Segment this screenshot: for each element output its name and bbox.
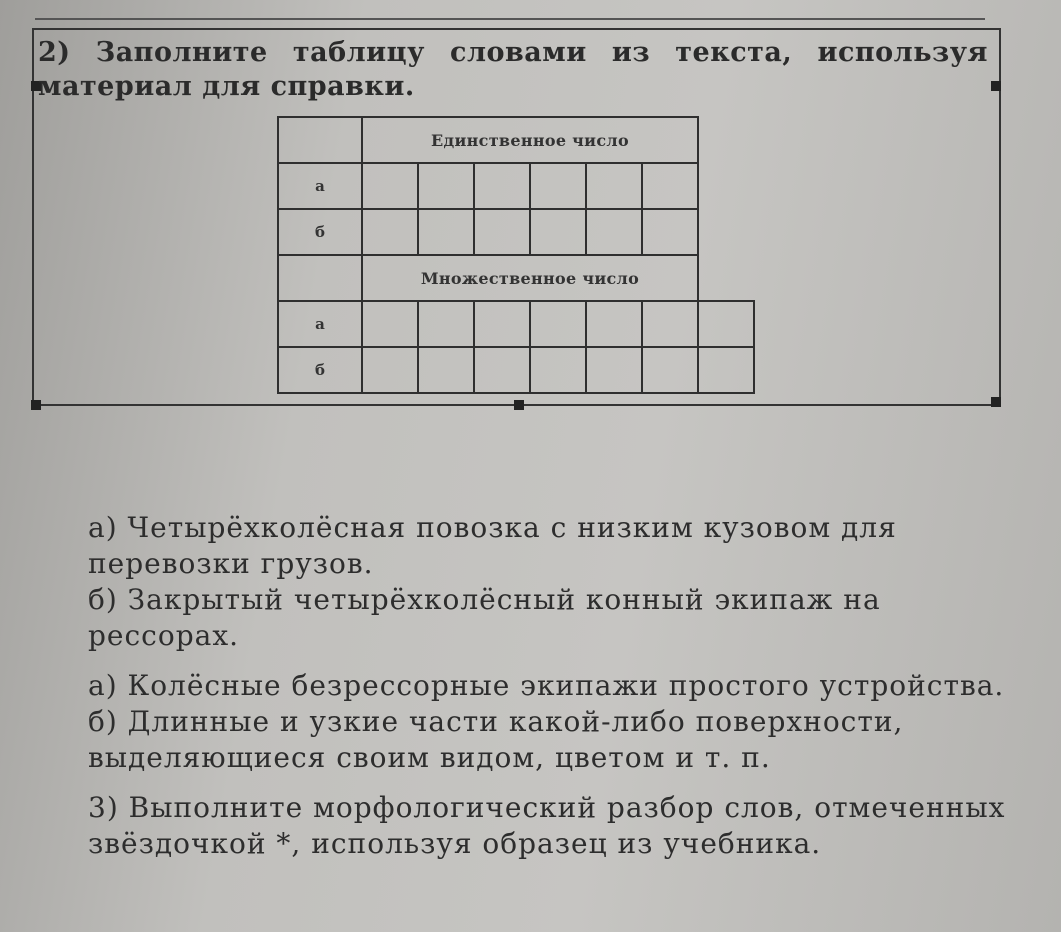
row-label: а [278,163,362,209]
plural-header: Множественное число [362,255,698,301]
letter-cell[interactable] [418,209,474,255]
letter-cell[interactable] [530,163,586,209]
letter-cell[interactable] [418,163,474,209]
table-row [278,209,754,255]
frame-handle-top-right[interactable] [991,81,1001,91]
reference-material [88,510,1013,862]
reference-item-2a: а) Колёсные безрессорные экипажи простого устройства. [88,669,1005,702]
letter-cell[interactable] [362,347,418,393]
letter-cell[interactable] [642,301,698,347]
letter-cell[interactable] [362,301,418,347]
letter-cell[interactable] [642,163,698,209]
letter-cell[interactable] [362,209,418,255]
table-corner-cell [278,117,362,163]
letter-cell[interactable] [698,347,754,393]
table-row [278,301,754,347]
letter-cell[interactable] [530,301,586,347]
frame-handle-bottom-left[interactable] [31,400,41,410]
task-2-instruction: 2) Заполните таблицу словами из текста, используя материал для справки. [38,37,988,102]
top-rule [35,18,985,20]
table-corner-cell [278,255,362,301]
reference-item-1b: б) Закрытый четырёхколёсный конный экипаж на рессорах. [88,583,881,652]
singular-header: Единственное число [362,117,698,163]
letter-cell[interactable] [530,209,586,255]
frame-handle-bottom-middle[interactable] [514,400,524,410]
row-label: а [278,301,362,347]
letter-cell[interactable] [418,301,474,347]
row-label: б [278,347,362,393]
letter-cell[interactable] [586,209,642,255]
letter-cell[interactable] [586,163,642,209]
letter-cell[interactable] [362,163,418,209]
table-row [278,347,754,393]
letter-cell[interactable] [474,301,530,347]
word-table [277,116,755,394]
letter-cell[interactable] [474,209,530,255]
row-label: б [278,209,362,255]
table-row [278,163,754,209]
letter-cell[interactable] [474,347,530,393]
letter-cell[interactable] [586,301,642,347]
reference-item-2b: б) Длинные и узкие части какой-либо поверхности, выделяющиеся своим видом, цветом и т. п. [88,705,904,774]
reference-item-1a: а) Четырёхколёсная повозка с низким кузовом для перевозки грузов. [88,511,897,580]
letter-cell[interactable] [418,347,474,393]
task-3-instruction: 3) Выполните морфологический разбор слов, отмеченных звёздочкой *, используя образец из учебника. [88,791,1006,860]
frame-handle-bottom-right[interactable] [991,397,1001,407]
letter-cell[interactable] [530,347,586,393]
letter-cell[interactable] [586,347,642,393]
letter-cell[interactable] [698,301,754,347]
letter-cell[interactable] [642,209,698,255]
letter-cell[interactable] [474,163,530,209]
letter-cell[interactable] [642,347,698,393]
